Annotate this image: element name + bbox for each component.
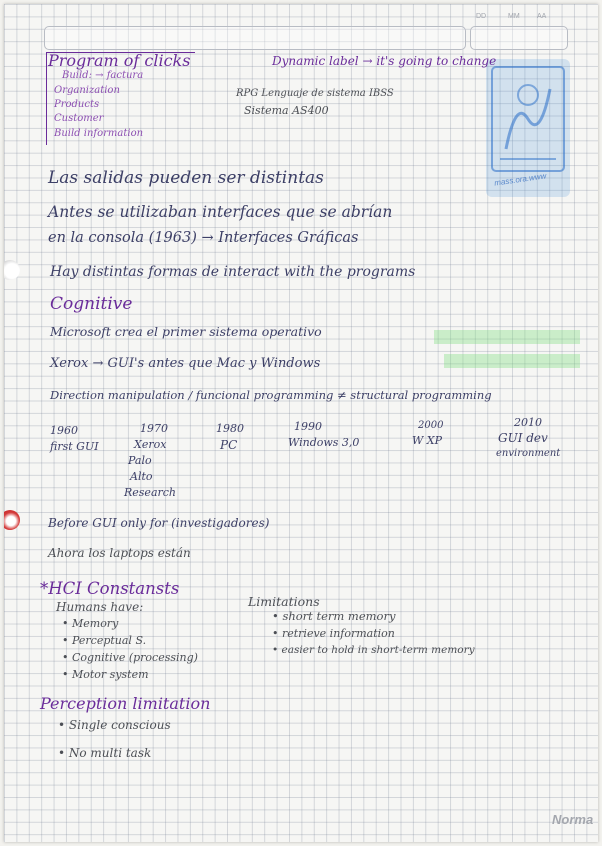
header-label-mm: MM <box>508 13 520 20</box>
header-field-short <box>470 26 568 50</box>
build-line-5: Build information <box>54 128 144 139</box>
limitation-item-1: • short term memory <box>272 609 396 623</box>
research: Research <box>124 486 177 499</box>
year-1990: 1990 <box>294 420 322 433</box>
humans-item-2: • Perceptual S. <box>62 634 147 647</box>
cognitive-heading: Cognitive <box>50 294 133 314</box>
humans-item-1: • Memory <box>62 617 119 630</box>
note-line-8: Before GUI only for (investigadores) <box>48 516 270 530</box>
palo: Palo <box>128 454 152 467</box>
year-1970: 1970 <box>140 422 168 435</box>
limitations-heading: Limitations <box>248 594 320 609</box>
library-stamp <box>486 59 570 197</box>
note-line-2: Antes se utilizaban interfaces que se abrían <box>48 203 393 221</box>
build-line-2: Organization <box>54 85 120 96</box>
windows-xp: W XP <box>412 434 443 447</box>
rpg-note: RPG Lenguaje de sistema IBSS <box>236 88 394 99</box>
header-label-dd: DD <box>476 13 487 20</box>
year-2010: 2010 <box>514 416 542 429</box>
punch-hole-bottom <box>4 510 20 530</box>
pc: PC <box>220 438 238 452</box>
humans-item-4: • Motor system <box>62 668 149 681</box>
note-line-5: Microsoft crea el primer sistema operativo <box>50 324 322 339</box>
note-line-6: Xerox → GUI's antes que Mac y Windows <box>50 356 321 371</box>
build-line-3: Products <box>54 99 100 110</box>
stamp-text: mass.ora.www <box>493 171 547 188</box>
notebook-page <box>4 4 598 842</box>
alto: Alto <box>130 470 153 483</box>
note-line-1: Las salidas pueden ser distintas <box>48 168 324 188</box>
perception-item-1: • Single conscious <box>58 718 171 732</box>
note-line-3: en la consola (1963) → Interfaces Gráficas <box>48 230 359 246</box>
dynamic-label-note: Dynamic label → it's going to change <box>272 54 497 68</box>
environment: environment <box>496 448 561 459</box>
limitation-item-3: • easier to hold in short-term memory <box>272 644 475 656</box>
header-label-aa: AA <box>537 13 547 20</box>
build-line-4: Customer <box>54 113 104 124</box>
year-1980: 1980 <box>216 422 244 435</box>
perception-heading: Perception limitation <box>40 694 211 713</box>
hci-heading: *HCI Constansts <box>40 579 180 598</box>
windows-3: Windows 3,0 <box>288 436 360 449</box>
header-field-long <box>44 26 466 50</box>
note-title: Program of clicks <box>48 51 191 70</box>
note-line-9: Ahora los laptops están <box>48 546 191 560</box>
highlight-2 <box>444 354 580 368</box>
year-2000: 2000 <box>418 420 444 431</box>
brand-logo: Norma <box>552 812 594 827</box>
punch-hole-top <box>4 260 20 280</box>
gui-dev: GUI dev <box>498 431 548 445</box>
limitation-item-2: • retrieve information <box>272 627 395 640</box>
humans-item-3: • Cognitive (processing) <box>62 651 198 664</box>
xerox: Xerox <box>134 438 167 451</box>
first-gui: first GUI <box>50 440 99 453</box>
perception-item-2: • No multi task <box>58 746 152 760</box>
note-line-4: Hay distintas formas de interact with the programs <box>50 264 416 280</box>
humans-have: Humans have: <box>56 600 144 614</box>
build-line-1: Build: → factura <box>62 70 144 81</box>
as400-note: Sistema AS400 <box>244 104 329 117</box>
year-1960: 1960 <box>50 424 78 437</box>
note-line-7: Direction manipulation / funcional programming ≠ structural programming <box>50 388 492 402</box>
highlight-1 <box>434 330 580 344</box>
